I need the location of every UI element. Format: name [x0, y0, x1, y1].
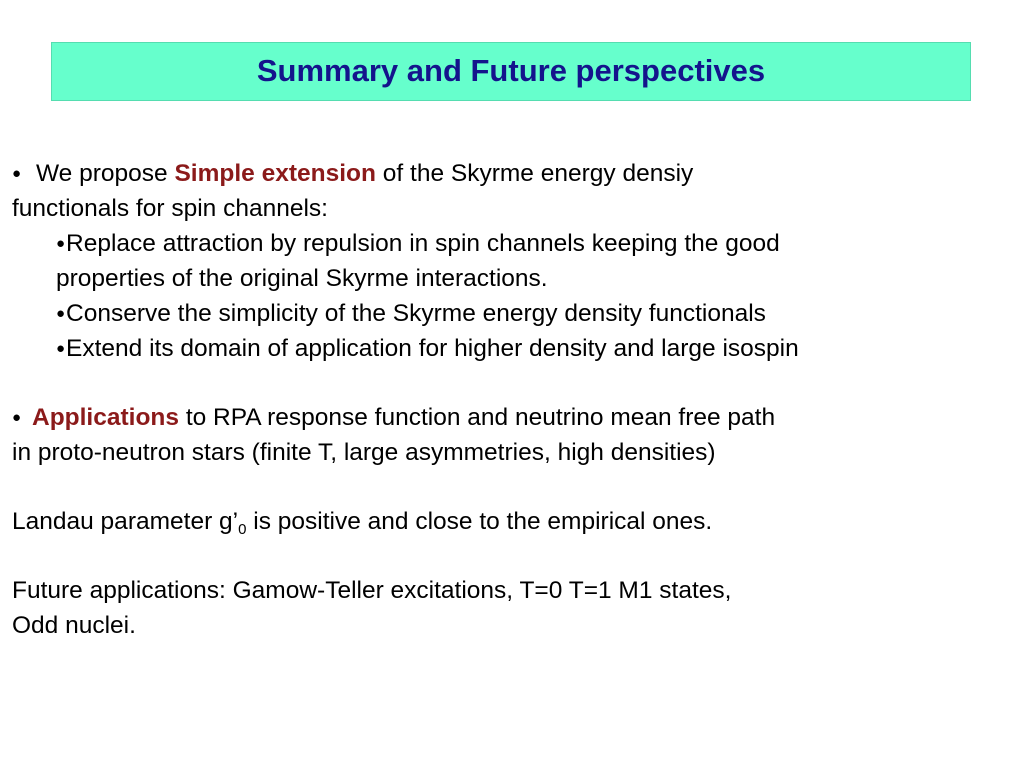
spacer: [12, 366, 1017, 400]
proposal-suffix: of the Skyrme energy densiy: [375, 160, 694, 187]
title-banner: [51, 42, 971, 101]
applications-bullet: [12, 400, 1017, 435]
landau-prefix: Landau parameter g’: [12, 508, 239, 535]
sub-bullet-repulsion: [12, 226, 1017, 261]
sub-bullet-text: Conserve the simplicity of the Skyrme energy density functionals: [66, 300, 766, 327]
bullet-icon: ●: [56, 340, 66, 357]
landau-subscript: 0: [238, 521, 247, 538]
sub-bullet-simplicity: [12, 296, 1017, 331]
proposal-continuation: functionals for spin channels:: [12, 195, 328, 222]
proposal-prefix: We propose: [36, 160, 175, 187]
bullet-icon: ●: [12, 165, 22, 182]
slide-body: [12, 156, 1017, 643]
bullet-icon: ●: [12, 409, 22, 426]
bullet-icon: ●: [56, 235, 66, 252]
spacer: [12, 539, 1017, 573]
future-applications-continuation: Odd nuclei.: [12, 612, 136, 639]
future-applications: Future applications: Gamow-Teller excitations, T=0 T=1 M1 states,: [12, 577, 732, 604]
applications-continuation: in proto-neutron stars (finite T, large asymmetries, high densities): [12, 439, 716, 466]
sub-bullet-text: Replace attraction by repulsion in spin channels keeping the good: [66, 230, 780, 257]
spacer: [12, 470, 1017, 504]
applications-emphasis: Applications: [32, 404, 180, 431]
proposal-bullet: [12, 156, 1017, 191]
sub-bullet-domain: [12, 331, 1017, 366]
landau-suffix: is positive and close to the empirical ones.: [246, 508, 713, 535]
applications-suffix: to RPA response function and neutrino mean free path: [179, 404, 776, 431]
landau-paragraph: [12, 504, 1017, 539]
proposal-emphasis: Simple extension: [174, 160, 376, 187]
bullet-icon: ●: [56, 305, 66, 322]
sub-bullet-text: Extend its domain of application for higher density and large isospin: [66, 335, 799, 362]
sub-bullet-repulsion-continuation: properties of the original Skyrme interactions.: [56, 265, 548, 292]
slide-title: Summary and Future perspectives: [256, 52, 766, 88]
